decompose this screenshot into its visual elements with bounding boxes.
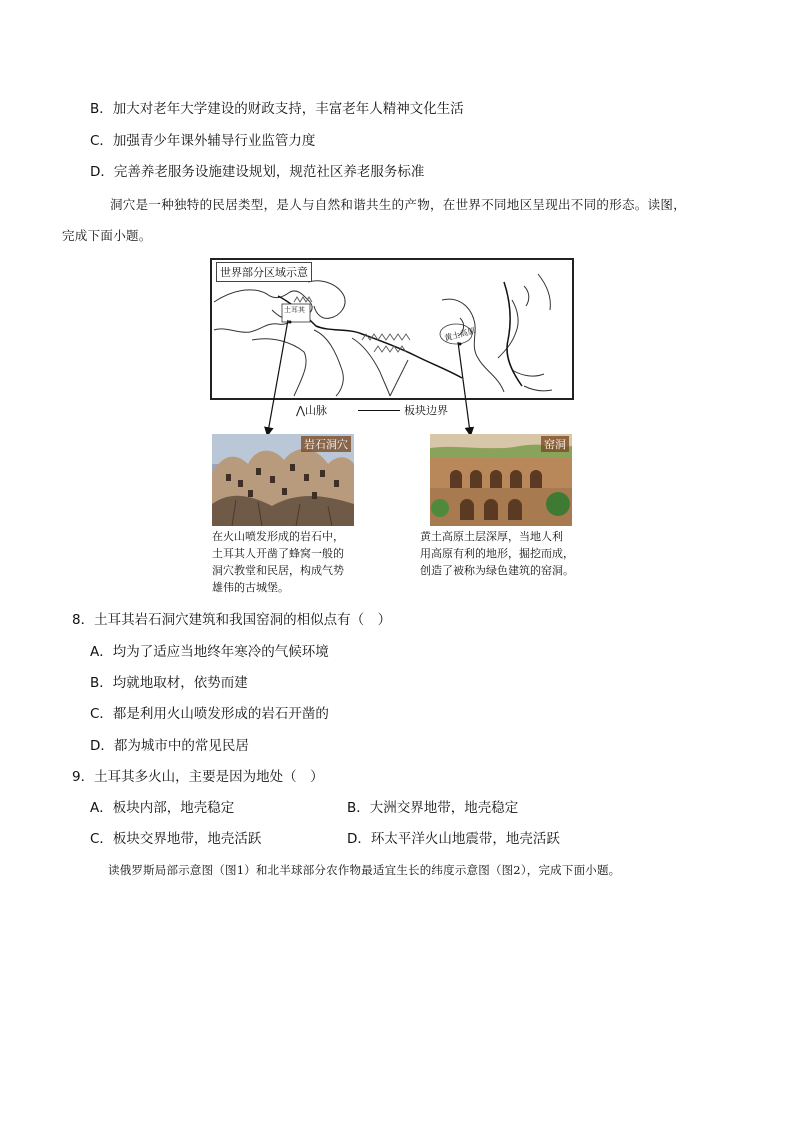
label-loess-plateau: 黄土高原 [443, 326, 477, 343]
caption-yaodong: 黄土高原土层深厚，当地人利 用高原有利的地形，掘挖而成， 创造了被称为绿色建筑的窑洞。 [420, 530, 574, 577]
photo1-label: 岩石洞穴 [301, 436, 351, 452]
q8-option-b: B．均就地取材，依势而建 [90, 675, 248, 691]
q9-option-d: D．环太平洋火山地震带，地壳活跃 [347, 831, 560, 847]
rock-cave-photo [212, 434, 354, 526]
intro-line-1: 洞穴是一种独特的民居类型，是人与自然和谐共生的产物，在世界不同地区呈现出不同的形态。读图， [110, 197, 687, 212]
q9-option-a: A．板块内部，地壳稳定 [90, 800, 235, 816]
q7-option-d: D．完善养老服务设施建设规划，规范社区养老服务标准 [90, 164, 425, 180]
mountain-symbol-icon: ⋀ [296, 404, 306, 417]
q7-option-c: C．加强青少年课外辅导行业监管力度 [90, 133, 316, 149]
plate-boundary-symbol-icon [358, 410, 400, 411]
q8-option-a: A．均为了适应当地终年寒冷的气候环境 [90, 644, 329, 660]
map-title: 世界部分区域示意 [216, 262, 312, 282]
label-turkey: 土耳其 [284, 306, 305, 314]
legend-mountain: ⋀山脉 [296, 404, 328, 417]
q9-option-b: B．大洲交界地带，地壳稳定 [347, 800, 519, 816]
intro-line-2: 完成下面小题。 [62, 228, 152, 243]
q8-option-c: C．都是利用火山喷发形成的岩石开凿的 [90, 706, 329, 722]
q7-option-b: B．加大对老年大学建设的财政支持，丰富老年人精神文化生活 [90, 101, 464, 117]
q9-option-c: C．板块交界地带，地壳活跃 [90, 831, 262, 847]
yaodong-photo [430, 434, 572, 526]
caption-rock-cave: 在火山喷发形成的岩石中， 土耳其人开凿了蜂窝一般的 洞穴教堂和民居，构成气势 雄伟的古城堡。 [212, 530, 344, 594]
photo2-label: 窑洞 [541, 436, 569, 452]
leader-arrows [208, 256, 574, 436]
legend-plate-boundary: 板块边界 [404, 404, 448, 417]
cave-dwelling-figure [208, 256, 574, 601]
q9-stem: 9．土耳其多火山，主要是因为地处（ ） [72, 769, 324, 785]
q8-option-d: D．都为城市中的常见民居 [90, 738, 249, 754]
q8-stem: 8．土耳其岩石洞穴建筑和我国窑洞的相似点有（ ） [72, 612, 392, 628]
next-intro: 读俄罗斯局部示意图（图1）和北半球部分农作物最适宜生长的纬度示意图（图2），完成下面小题。 [108, 863, 621, 877]
